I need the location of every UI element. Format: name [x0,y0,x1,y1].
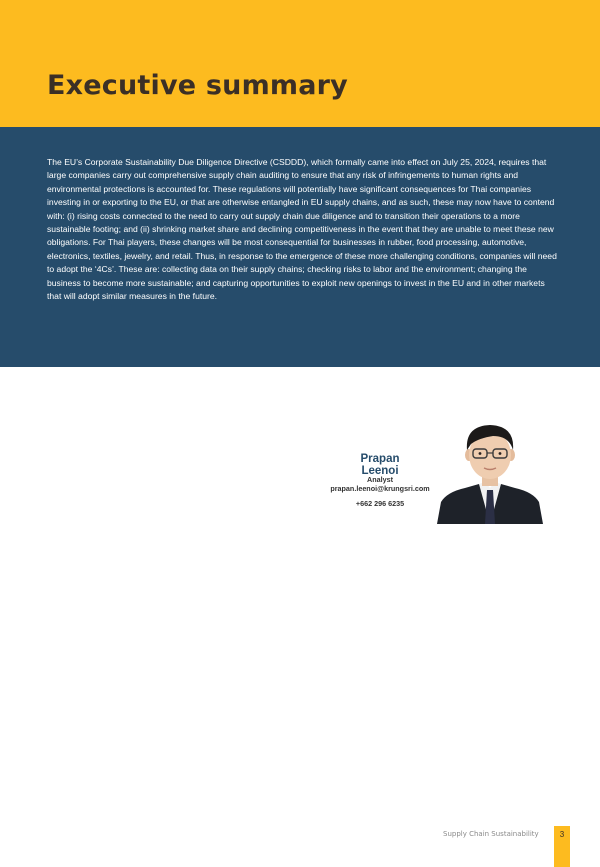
page-number: 3 [559,830,565,839]
footer-section-label: Supply Chain Sustainability [443,830,539,838]
author-phone: +662 296 6235 [355,499,405,508]
page-number-tab [554,826,570,867]
author-photo [435,422,545,524]
author-name: Prapan Leenoi [360,453,400,477]
author-portrait-image [435,422,545,524]
summary-text: The EU’s Corporate Sustainability Due Diligence Directive (CSDDD), which formally came into effect on July 25, 2024, requires that large companies carry out comprehensive supply chain auditing to ensure that any risk of infringements to human rights and environmental protections is accounted for. These regulations will potentially have significant consequences for Thai companies investing in or exporting to the EU, or that are otherwise entangled in EU supply chains, and as such, these may now have to contend with: (i) rising costs connected to the need to carry out supply chain due diligence and to transition their operations to a more sustainable footing; and (ii) shrinking market share and declining competitiveness in the event that they are unable to meet these new obligations. For Thai players, these changes will be most consequential for businesses in rubber, food processing, automotive, electronics, textiles, jewelry, and retail. Thus, in response to the emergence of these more challenging conditions, companies will need to adopt the ‘4Cs’. These are: collecting data on their supply chains; checking risks to labor and the environment; changing the business to become more sustainable; and capturing opportunities to exploit new openings to invest in the EU and in other markets that will adopt similar measures in the future. [47,157,557,302]
header-band [0,0,600,127]
author-email[interactable]: prapan.leenoi@krungsri.com [330,484,430,493]
author-card [300,420,600,530]
page-title: Executive summary [47,70,348,101]
author-role: Analyst [367,475,393,484]
